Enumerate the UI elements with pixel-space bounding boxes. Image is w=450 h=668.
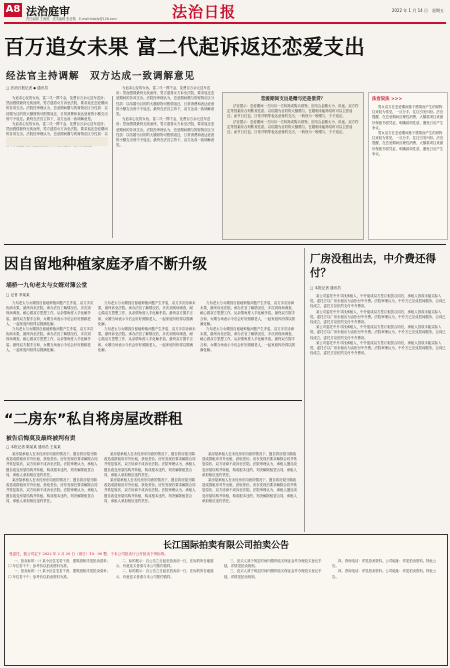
masthead: [0, 0, 450, 22]
auction-intro: 受委托，我公司定于 2022 年 2 月 20 日（周日）10：00 整，于本公司拍卖厅公开拍卖下列标的。: [9, 552, 168, 556]
newspaper-logo: 法治日报: [172, 3, 237, 21]
auction-col2: 二、标的展示：自公告之日起至拍卖前一日，在标的所在地展示，有意竞买者请与本公司预约看样。 二、标的展示：自公告之日起至拍卖前一日，在标的所在地展示，有意竞买者请与本公司预约看样。: [116, 559, 214, 579]
story2-subhead: 埇桥一九旬老太与女婿对簿公堂: [6, 283, 88, 289]
auction-col3: 三、竞买人须于规定时间内缴纳竞买保证金并办理竞买登记手续，详情见拍卖规则。 三、竞买人须于规定时间内缴纳竞买保证金并办理竞买登记手续，详情见拍卖规则。: [224, 559, 322, 579]
story2-col2: 九旬老太与女婿因自留地种植问题产生矛盾，双方多次协商未果，最终诉至法院。承办法官了解情况后，多次到现场调查，耐心做双方思想工作，从亲情角度入手化解矛盾。最终双方握手言和，女婿当场表示今后会好好照顾老人，一起家庭纠纷得以圆满化解。 九旬老太与女婿因自留地种植问题产生矛盾，双方多次协商未果，最终诉至法院。承办法官了解情况后，多次到现场调查，耐心做双方思想工作，从亲情角度入手化解矛盾。最终双方握手言和，女婿当场表示今后会好好照顾老人，一起家庭纠纷得以圆满化解。: [98, 301, 196, 352]
lead-col-divider: [112, 96, 113, 238]
story4-byline: □ 本报记者 通讯员: [310, 286, 341, 290]
auction-notice: [4, 534, 448, 666]
story2-headline: 因自留地种植家庭矛盾不断升级: [4, 257, 207, 273]
auction-col4: 四、咨询电话：详见拍卖资料。公司地址：详见拍卖资料。特此公告。 四、咨询电话：详见拍卖资料。公司地址：详见拍卖资料。特此公告。: [332, 559, 437, 579]
lead-body-col2: 为追求心仪的女孩，富二代一掷千金，花费百万余元送车送房；然而感情最终无疾而终，男方遂将女方诉至法院，要求返还恋爱期间的各项支出。法院经审理认为，恋爱期间赠与的财物应区分性质：以结婚为目的的大额财物可酌情返还，日常消费和表达爱意的小额支出则不予返还。最终在法官主持下，双方达成一致调解意见。 为追求心仪的女孩，富二代一掷千金，花费百万余元送车送房；然而感情最终无疾而终，男方遂将女方诉至法院，要求返还恋爱期间的各项支出。法院经审理认为，恋爱期间赠与的财物应区分性质：以结婚为目的的大额财物可酌情返还，日常消费和表达爱意的小额支出则不予返还。最终在法官主持下，双方达成一致调解意见。: [116, 86, 215, 148]
page-number-badge: A8: [5, 4, 21, 15]
editors-line: 责任编辑 王海燕 美术编辑 张爱敬 E-mail:fzsbfy@126.com: [26, 17, 117, 21]
story4-body: 某公司委托中介寻找承租人，中介促成双方签订租赁合同后，承租人因故未能实际入驻。委托方以厂房未租出为由拒付中介费。法院审理认为，中介方已完成居间服务，合同已经成立，委托方应依约支付中介费用。 某公司委托中介寻找承租人，中介促成双方签订租赁合同后，承租人因故未能实际入驻。委托方以厂房未租出为由拒付中介费。法院审理认为，中介方已完成居间服务，合同已经成立，委托方应依约支付中介费用。 某公司委托中介寻找承租人，中介促成双方签订租赁合同后，承租人因故未能实际入驻。委托方以厂房未租出为由拒付中介费。法院审理认为，中介方已完成居间服务，合同已经成立，委托方应依约支付中介费用。 某公司委托中介寻找承租人，中介促成双方签订租赁合同后，承租人因故未能实际入驻。委托方以厂房未租出为由拒付中介费。法院审理认为，中介方已完成居间服务，合同已经成立，委托方应依约支付中介费用。: [310, 294, 446, 356]
story3-col1: 某房屋承租人在未经房东同意的情况下，擅自将房屋分隔改造成群租房对外出租，获取差价。房东发现后要求解除合同并恢复原状，双方协商不成诉至法院。法院审理认为，承租人擅自改变房屋结构并转租，构成根本违约，判决解除租赁合同，承租人承担相应违约责任。 某房屋承租人在未经房东同意的情况下，擅自将房屋分隔改造成群租房对外出租，获取差价。房东发现后要求解除合同并恢复原状，双方协商不成诉至法院。法院审理认为，承租人擅自改变房屋结构并转租，构成根本违约，判决解除租赁合同，承租人承担相应违约责任。: [6, 452, 98, 503]
section-title: 法治庭审: [26, 5, 70, 18]
story2-col1: 九旬老太与女婿因自留地种植问题产生矛盾，双方多次协商未果，最终诉至法院。承办法官了解情况后，多次到现场调查，耐心做双方思想工作，从亲情角度入手化解矛盾。最终双方握手言和，女婿当场表示今后会好好照顾老人，一起家庭纠纷得以圆满化解。 九旬老太与女婿因自留地种植问题产生矛盾，双方多次协商未果，最终诉至法院。承办法官了解情况后，多次到现场调查，耐心做双方思想工作，从亲情角度入手化解矛盾。最终双方握手言和，女婿当场表示今后会好好照顾老人，一起家庭纠纷得以圆满化解。: [6, 301, 94, 352]
question-box-body: 法官提示：恋爱期间一方向另一方转账或购买财物，应结合金额大小、用途、双方约定等因素综合判断其性质。以结婚为目的的大额赠与，在婚姻未能缔结时可以主张返还；而节日红包、日常开销等表达爱意的支出，一般视为一般赠与，不予返还。 法官提示：恋爱期间一方向另一方转账或购买财物，应结合金额大小、用途、双方约定等因素综合判断其性质。以结婚为目的的大额赠与，在婚姻未能缔结时可以主张返还；而节日红包、日常开销等表达爱意的支出，一般视为一般赠与，不予返还。: [227, 104, 359, 135]
lead-headline: 百万追女未果 富二代起诉返还恋爱支出: [4, 35, 366, 59]
question-box-title: 恋爱期间支出是赠与还是借贷？: [260, 97, 326, 102]
right-column-divider: [304, 248, 305, 532]
story2-col3: 九旬老太与女婿因自留地种植问题产生矛盾，双方多次协商未果，最终诉至法院。承办法官了解情况后，多次到现场调查，耐心做双方思想工作，从亲情角度入手化解矛盾。最终双方握手言和，女婿当场表示今后会好好照顾老人，一起家庭纠纷得以圆满化解。 九旬老太与女婿因自留地种植问题产生矛盾，双方多次协商未果，最终诉至法院。承办法官了解情况后，多次到现场调查，耐心做双方思想工作，从亲情角度入手化解矛盾。最终双方握手言和，女婿当场表示今后会好好照顾老人，一起家庭纠纷得以圆满化解。: [200, 301, 295, 352]
story3-headline: “二房东”私自将房屋改群租: [4, 412, 183, 428]
story4-headline: 厂房没租出去，中介费还得付？: [310, 253, 436, 279]
lead-byline: □ 法治日报记者 ◆ 通讯员: [6, 86, 48, 90]
story2-bottom-rule: [4, 400, 302, 401]
lead-bottom-rule: [4, 244, 446, 245]
auction-title: 长江国际拍卖有限公司拍卖公告: [162, 541, 289, 551]
commentary-title: 法官说法 >>>: [372, 97, 403, 102]
judge-commentary: [368, 92, 448, 240]
commentary-body: 男女双方在恋爱期间基于感情而产生的财物往来较为常见，一旦分手，往往引发纠纷。法官提醒，在恋爱期间应理性消费，大额款项往来最好保留书面凭证，明确款项性质，避免日后产生争议。 男女双方在恋爱期间基于感情而产生的财物往来较为常见，一旦分手，往往引发纠纷。法官提醒，在恋爱期间应理性消费，大额款项往来最好保留书面凭证，明确款项性质，避免日后产生争议。: [372, 105, 444, 156]
issue-date: 2022 年 1 月 14 日 星期五: [391, 8, 444, 13]
story3-col3: 某房屋承租人在未经房东同意的情况下，擅自将房屋分隔改造成群租房对外出租，获取差价。房东发现后要求解除合同并恢复原状，双方协商不成诉至法院。法院审理认为，承租人擅自改变房屋结构并转租，构成根本违约，判决解除租赁合同，承租人承担相应违约责任。 某房屋承租人在未经房东同意的情况下，擅自将房屋分隔改造成群租房对外出租，获取差价。房东发现后要求解除合同并恢复原状，双方协商不成诉至法院。法院审理认为，承租人擅自改变房屋结构并转租，构成根本违约，判决解除租赁合同，承租人承担相应违约责任。: [202, 452, 297, 503]
story3-subhead: 被告后悔莫及最终被判有责: [6, 436, 76, 442]
lead-section-mark: [6, 137, 108, 146]
story3-byline: □ 本报记者 陈某某 通讯员 王某某: [6, 445, 61, 449]
auction-col1: 一、拍卖标的：㈠ 某小区住宅若干套，建筑面积详见拍卖清单；㈡ 车位若干个；参考价以拍卖资料为准。 一、拍卖标的：㈠ 某小区住宅若干套，建筑面积详见拍卖清单；㈡ 车位若干个；参考价以拍卖资料为准。: [8, 559, 111, 579]
lead-question-box: [222, 92, 364, 240]
story3-col2: 某房屋承租人在未经房东同意的情况下，擅自将房屋分隔改造成群租房对外出租，获取差价。房东发现后要求解除合同并恢复原状，双方协商不成诉至法院。法院审理认为，承租人擅自改变房屋结构并转租，构成根本违约，判决解除租赁合同，承租人承担相应违约责任。 某房屋承租人在未经房东同意的情况下，擅自将房屋分隔改造成群租房对外出租，获取差价。房东发现后要求解除合同并恢复原状，双方协商不成诉至法院。法院审理认为，承租人擅自改变房屋结构并转租，构成根本违约，判决解除租赁合同，承租人承担相应违约责任。: [104, 452, 196, 503]
story2-byline: □ 记者 李某某: [6, 293, 30, 297]
masthead-rule: [4, 22, 446, 24]
lead-subhead: 经法官主持调解 双方达成一致调解意见: [6, 71, 196, 82]
lead-body-col1: 为追求心仪的女孩，富二代一掷千金，花费百万余元送车送房；然而感情最终无疾而终，男方遂将女方诉至法院，要求返还恋爱期间的各项支出。法院经审理认为，恋爱期间赠与的财物应区分性质：以结婚为目的的大额财物可酌情返还，日常消费和表达爱意的小额支出则不予返还。最终在法官主持下，双方达成一致调解意见。 为追求心仪的女孩，富二代一掷千金，花费百万余元送车送房；然而感情最终无疾而终，男方遂将女方诉至法院，要求返还恋爱期间的各项支出。法院经审理认为，恋爱期间赠与的财物应区分性质：以: [6, 96, 108, 137]
